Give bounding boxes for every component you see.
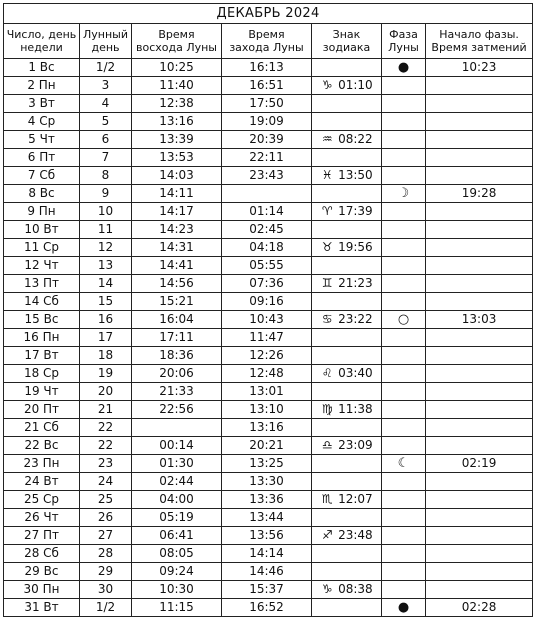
- table-row: [4, 473, 533, 491]
- moon-phase-icon: [382, 365, 426, 383]
- phase-start-cell: 19:28: [426, 185, 533, 203]
- zodiac-cell: [312, 221, 382, 239]
- phase-start-cell: [426, 383, 533, 401]
- table-row: [4, 419, 533, 437]
- moonset-cell: 13:30: [222, 473, 312, 491]
- zodiac-cell: [312, 419, 382, 437]
- lunar-day-cell: 23: [80, 455, 132, 473]
- lunar-day-cell: 21: [80, 401, 132, 419]
- moonrise-cell: 15:21: [132, 293, 222, 311]
- moon-phase-icon: [382, 527, 426, 545]
- lunar-day-cell: 3: [80, 77, 132, 95]
- header-lunar-day: Лунный день: [80, 24, 132, 59]
- zodiac-cell: [312, 401, 382, 419]
- date-cell: 3 Вт: [4, 95, 80, 113]
- phase-start-cell: [426, 329, 533, 347]
- moonrise-cell: 20:06: [132, 365, 222, 383]
- table-row: [4, 95, 533, 113]
- lunar-day-cell: 20: [80, 383, 132, 401]
- phase-start-cell: [426, 77, 533, 95]
- moon-phase-icon: ☾: [382, 455, 426, 473]
- lunar-day-cell: 11: [80, 221, 132, 239]
- moon-phase-icon: ○: [382, 311, 426, 329]
- lunar-day-cell: 10: [80, 203, 132, 221]
- phase-start-cell: [426, 239, 533, 257]
- moonrise-cell: 14:17: [132, 203, 222, 221]
- phase-start-cell: [426, 473, 533, 491]
- moon-phase-icon: [382, 239, 426, 257]
- zodiac-cell: [312, 437, 382, 455]
- date-cell: 31 Вт: [4, 599, 80, 617]
- lunar-day-cell: 24: [80, 473, 132, 491]
- lunar-day-cell: 9: [80, 185, 132, 203]
- moonrise-cell: 14:23: [132, 221, 222, 239]
- moonset-cell: 14:14: [222, 545, 312, 563]
- table-row: [4, 149, 533, 167]
- zodiac-time: 08:22: [338, 132, 373, 146]
- zodiac-time: 23:09: [338, 438, 373, 452]
- moon-phase-icon: [382, 167, 426, 185]
- zodiac-sign-icon: ♑: [321, 582, 333, 596]
- zodiac-cell: [312, 491, 382, 509]
- zodiac-cell: [312, 509, 382, 527]
- moonset-cell: 05:55: [222, 257, 312, 275]
- zodiac-cell: [312, 311, 382, 329]
- phase-start-cell: [426, 491, 533, 509]
- zodiac-sign-icon: ♉: [321, 240, 333, 254]
- moonset-cell: 02:45: [222, 221, 312, 239]
- moonset-cell: 13:44: [222, 509, 312, 527]
- phase-start-cell: [426, 95, 533, 113]
- date-cell: 14 Сб: [4, 293, 80, 311]
- header-moon-phase: Фаза Луны: [382, 24, 426, 59]
- phase-start-cell: 02:28: [426, 599, 533, 617]
- lunar-day-cell: 30: [80, 581, 132, 599]
- phase-start-cell: [426, 419, 533, 437]
- phase-start-cell: [426, 149, 533, 167]
- phase-start-cell: 02:19: [426, 455, 533, 473]
- zodiac-cell: [312, 167, 382, 185]
- zodiac-sign-icon: ♓: [321, 168, 333, 182]
- zodiac-cell: [312, 383, 382, 401]
- header-moonset: Время захода Луны: [222, 24, 312, 59]
- moonrise-cell: 04:00: [132, 491, 222, 509]
- moonrise-cell: 14:41: [132, 257, 222, 275]
- date-cell: 10 Вт: [4, 221, 80, 239]
- lunar-day-cell: 15: [80, 293, 132, 311]
- moonset-cell: 13:25: [222, 455, 312, 473]
- date-cell: 4 Ср: [4, 113, 80, 131]
- moon-phase-icon: [382, 581, 426, 599]
- lunar-day-cell: 1/2: [80, 59, 132, 77]
- moonrise-cell: 08:05: [132, 545, 222, 563]
- moonrise-cell: 17:11: [132, 329, 222, 347]
- phase-start-cell: [426, 563, 533, 581]
- zodiac-sign-icon: ♌: [321, 366, 333, 380]
- moonrise-cell: 14:03: [132, 167, 222, 185]
- moonrise-cell: 21:33: [132, 383, 222, 401]
- moonset-cell: 22:11: [222, 149, 312, 167]
- date-cell: 22 Вс: [4, 437, 80, 455]
- table-row: [4, 275, 533, 293]
- lunar-day-cell: 4: [80, 95, 132, 113]
- moonrise-cell: 09:24: [132, 563, 222, 581]
- date-cell: 21 Сб: [4, 419, 80, 437]
- moon-phase-icon: [382, 203, 426, 221]
- date-cell: 6 Пт: [4, 149, 80, 167]
- lunar-day-cell: 1/2: [80, 599, 132, 617]
- phase-start-cell: [426, 293, 533, 311]
- table-row: [4, 257, 533, 275]
- moon-phase-icon: [382, 113, 426, 131]
- phase-start-cell: [426, 545, 533, 563]
- moon-phase-icon: [382, 257, 426, 275]
- date-cell: 15 Вс: [4, 311, 80, 329]
- table-row: [4, 563, 533, 581]
- table-row: [4, 185, 533, 203]
- moon-phase-icon: [382, 491, 426, 509]
- zodiac-sign-icon: ♈: [321, 204, 333, 218]
- moonrise-cell: [132, 419, 222, 437]
- moonset-cell: 13:01: [222, 383, 312, 401]
- moonset-cell: 20:21: [222, 437, 312, 455]
- table-row: [4, 131, 533, 149]
- lunar-day-cell: 8: [80, 167, 132, 185]
- moon-phase-icon: [382, 437, 426, 455]
- moon-phase-icon: [382, 473, 426, 491]
- table-row: [4, 545, 533, 563]
- moon-phase-icon: [382, 95, 426, 113]
- header-date: Число, день недели: [4, 24, 80, 59]
- moon-phase-icon: ●: [382, 59, 426, 77]
- table-row: [4, 239, 533, 257]
- lunar-day-cell: 6: [80, 131, 132, 149]
- table-row: [4, 203, 533, 221]
- zodiac-time: 11:38: [338, 402, 373, 416]
- table-row: [4, 383, 533, 401]
- zodiac-cell: [312, 455, 382, 473]
- zodiac-cell: [312, 185, 382, 203]
- zodiac-sign-icon: ♐: [321, 528, 333, 542]
- moonrise-cell: 13:16: [132, 113, 222, 131]
- moonrise-cell: 12:38: [132, 95, 222, 113]
- lunar-day-cell: 5: [80, 113, 132, 131]
- zodiac-cell: [312, 563, 382, 581]
- date-cell: 1 Вс: [4, 59, 80, 77]
- zodiac-cell: [312, 257, 382, 275]
- date-cell: 2 Пн: [4, 77, 80, 95]
- zodiac-time: 19:56: [338, 240, 373, 254]
- date-cell: 19 Чт: [4, 383, 80, 401]
- moon-phase-icon: [382, 383, 426, 401]
- lunar-day-cell: 29: [80, 563, 132, 581]
- zodiac-sign-icon: ♎: [321, 438, 333, 452]
- table-row: [4, 581, 533, 599]
- moon-calendar-table: [3, 3, 533, 617]
- moon-phase-icon: [382, 545, 426, 563]
- phase-start-cell: [426, 401, 533, 419]
- zodiac-cell: [312, 581, 382, 599]
- moonrise-cell: 14:31: [132, 239, 222, 257]
- moonrise-cell: 22:56: [132, 401, 222, 419]
- moonset-cell: [222, 185, 312, 203]
- moon-phase-icon: [382, 275, 426, 293]
- date-cell: 29 Вс: [4, 563, 80, 581]
- phase-start-cell: [426, 203, 533, 221]
- phase-start-cell: [426, 257, 533, 275]
- zodiac-cell: [312, 329, 382, 347]
- moonrise-cell: 14:56: [132, 275, 222, 293]
- moon-phase-icon: [382, 419, 426, 437]
- table-row: [4, 167, 533, 185]
- table-row: [4, 401, 533, 419]
- zodiac-cell: [312, 149, 382, 167]
- moon-phase-icon: [382, 563, 426, 581]
- lunar-day-cell: 19: [80, 365, 132, 383]
- date-cell: 16 Пн: [4, 329, 80, 347]
- zodiac-time: 23:48: [338, 528, 373, 542]
- date-cell: 8 Вс: [4, 185, 80, 203]
- lunar-day-cell: 16: [80, 311, 132, 329]
- table-row: [4, 365, 533, 383]
- moonset-cell: 17:50: [222, 95, 312, 113]
- table-body: [4, 59, 533, 617]
- moon-phase-icon: [382, 131, 426, 149]
- date-cell: 30 Пн: [4, 581, 80, 599]
- zodiac-time: 23:22: [338, 312, 373, 326]
- lunar-day-cell: 28: [80, 545, 132, 563]
- lunar-day-cell: 18: [80, 347, 132, 365]
- table-row: [4, 77, 533, 95]
- moonrise-cell: 01:30: [132, 455, 222, 473]
- table-title: ДЕКАБРЬ 2024: [4, 4, 533, 24]
- moonrise-cell: 13:53: [132, 149, 222, 167]
- moonset-cell: 16:52: [222, 599, 312, 617]
- moonset-cell: 07:36: [222, 275, 312, 293]
- zodiac-cell: [312, 59, 382, 77]
- lunar-day-cell: 25: [80, 491, 132, 509]
- moonset-cell: 04:18: [222, 239, 312, 257]
- header-phase-start: Начало фазы. Время затмений: [426, 24, 533, 59]
- zodiac-cell: [312, 77, 382, 95]
- moonrise-cell: 00:14: [132, 437, 222, 455]
- phase-start-cell: [426, 365, 533, 383]
- lunar-day-cell: 14: [80, 275, 132, 293]
- moonset-cell: 13:10: [222, 401, 312, 419]
- phase-start-cell: [426, 167, 533, 185]
- moon-phase-icon: [382, 401, 426, 419]
- moon-phase-icon: [382, 347, 426, 365]
- moonset-cell: 16:13: [222, 59, 312, 77]
- moonset-cell: 13:56: [222, 527, 312, 545]
- table-row: [4, 221, 533, 239]
- moonset-cell: 11:47: [222, 329, 312, 347]
- moonset-cell: 19:09: [222, 113, 312, 131]
- lunar-day-cell: 22: [80, 437, 132, 455]
- phase-start-cell: [426, 275, 533, 293]
- zodiac-sign-icon: ♏: [321, 492, 333, 506]
- zodiac-cell: [312, 365, 382, 383]
- moonset-cell: 09:16: [222, 293, 312, 311]
- header-moonrise: Время восхода Луны: [132, 24, 222, 59]
- date-cell: 25 Ср: [4, 491, 80, 509]
- table-row: [4, 599, 533, 617]
- date-cell: 28 Сб: [4, 545, 80, 563]
- phase-start-cell: [426, 131, 533, 149]
- date-cell: 5 Чт: [4, 131, 80, 149]
- zodiac-time: 03:40: [338, 366, 373, 380]
- table-row: [4, 347, 533, 365]
- zodiac-sign-icon: ♍: [321, 402, 333, 416]
- phase-start-cell: 10:23: [426, 59, 533, 77]
- table-row: [4, 491, 533, 509]
- phase-start-cell: [426, 347, 533, 365]
- date-cell: 12 Чт: [4, 257, 80, 275]
- moonrise-cell: 16:04: [132, 311, 222, 329]
- lunar-day-cell: 13: [80, 257, 132, 275]
- phase-start-cell: [426, 221, 533, 239]
- zodiac-cell: [312, 131, 382, 149]
- moonrise-cell: 10:30: [132, 581, 222, 599]
- table-row: [4, 329, 533, 347]
- moonset-cell: 10:43: [222, 311, 312, 329]
- lunar-day-cell: 22: [80, 419, 132, 437]
- phase-start-cell: [426, 581, 533, 599]
- date-cell: 24 Вт: [4, 473, 80, 491]
- moonrise-cell: 02:44: [132, 473, 222, 491]
- zodiac-sign-icon: ♋: [321, 312, 333, 326]
- zodiac-cell: [312, 203, 382, 221]
- moonrise-cell: 14:11: [132, 185, 222, 203]
- moonset-cell: 13:36: [222, 491, 312, 509]
- phase-start-cell: 13:03: [426, 311, 533, 329]
- lunar-day-cell: 17: [80, 329, 132, 347]
- moonset-cell: 12:26: [222, 347, 312, 365]
- moonset-cell: 16:51: [222, 77, 312, 95]
- zodiac-cell: [312, 527, 382, 545]
- phase-start-cell: [426, 437, 533, 455]
- zodiac-time: 13:50: [338, 168, 373, 182]
- zodiac-cell: [312, 275, 382, 293]
- table-row: [4, 113, 533, 131]
- table-row: [4, 527, 533, 545]
- zodiac-cell: [312, 545, 382, 563]
- moonrise-cell: 10:25: [132, 59, 222, 77]
- zodiac-cell: [312, 293, 382, 311]
- date-cell: 27 Пт: [4, 527, 80, 545]
- date-cell: 7 Сб: [4, 167, 80, 185]
- zodiac-cell: [312, 95, 382, 113]
- moon-phase-icon: [382, 293, 426, 311]
- table-row: [4, 455, 533, 473]
- date-cell: 11 Ср: [4, 239, 80, 257]
- table-row: [4, 293, 533, 311]
- moon-phase-icon: [382, 221, 426, 239]
- moon-phase-icon: [382, 149, 426, 167]
- moon-phase-icon: ●: [382, 599, 426, 617]
- moonset-cell: 13:16: [222, 419, 312, 437]
- zodiac-cell: [312, 239, 382, 257]
- phase-start-cell: [426, 509, 533, 527]
- phase-start-cell: [426, 113, 533, 131]
- zodiac-sign-icon: ♑: [321, 78, 333, 92]
- moonrise-cell: 13:39: [132, 131, 222, 149]
- lunar-day-cell: 12: [80, 239, 132, 257]
- moonset-cell: 12:48: [222, 365, 312, 383]
- date-cell: 26 Чт: [4, 509, 80, 527]
- lunar-day-cell: 26: [80, 509, 132, 527]
- zodiac-sign-icon: ♒: [321, 132, 333, 146]
- zodiac-sign-icon: ♊: [321, 276, 333, 290]
- table-row: [4, 311, 533, 329]
- date-cell: 20 Пт: [4, 401, 80, 419]
- moon-phase-icon: ☽: [382, 185, 426, 203]
- date-cell: 9 Пн: [4, 203, 80, 221]
- date-cell: 23 Пн: [4, 455, 80, 473]
- moonrise-cell: 05:19: [132, 509, 222, 527]
- lunar-day-cell: 7: [80, 149, 132, 167]
- zodiac-cell: [312, 347, 382, 365]
- moonset-cell: 01:14: [222, 203, 312, 221]
- table-row: [4, 437, 533, 455]
- phase-start-cell: [426, 527, 533, 545]
- date-cell: 13 Пт: [4, 275, 80, 293]
- header-zodiac: Знак зодиака: [312, 24, 382, 59]
- table-row: [4, 59, 533, 77]
- moonset-cell: 20:39: [222, 131, 312, 149]
- zodiac-time: 08:38: [338, 582, 373, 596]
- moon-phase-icon: [382, 77, 426, 95]
- date-cell: 18 Ср: [4, 365, 80, 383]
- zodiac-time: 12:07: [338, 492, 373, 506]
- moonrise-cell: 11:40: [132, 77, 222, 95]
- zodiac-time: 01:10: [338, 78, 373, 92]
- lunar-day-cell: 27: [80, 527, 132, 545]
- zodiac-cell: [312, 113, 382, 131]
- table-row: [4, 509, 533, 527]
- moon-phase-icon: [382, 509, 426, 527]
- zodiac-time: 17:39: [338, 204, 373, 218]
- moonset-cell: 14:46: [222, 563, 312, 581]
- moonset-cell: 15:37: [222, 581, 312, 599]
- moonset-cell: 23:43: [222, 167, 312, 185]
- zodiac-cell: [312, 473, 382, 491]
- date-cell: 17 Вт: [4, 347, 80, 365]
- zodiac-cell: [312, 599, 382, 617]
- moonrise-cell: 06:41: [132, 527, 222, 545]
- moon-phase-icon: [382, 329, 426, 347]
- moonrise-cell: 18:36: [132, 347, 222, 365]
- zodiac-time: 21:23: [338, 276, 373, 290]
- moonrise-cell: 11:15: [132, 599, 222, 617]
